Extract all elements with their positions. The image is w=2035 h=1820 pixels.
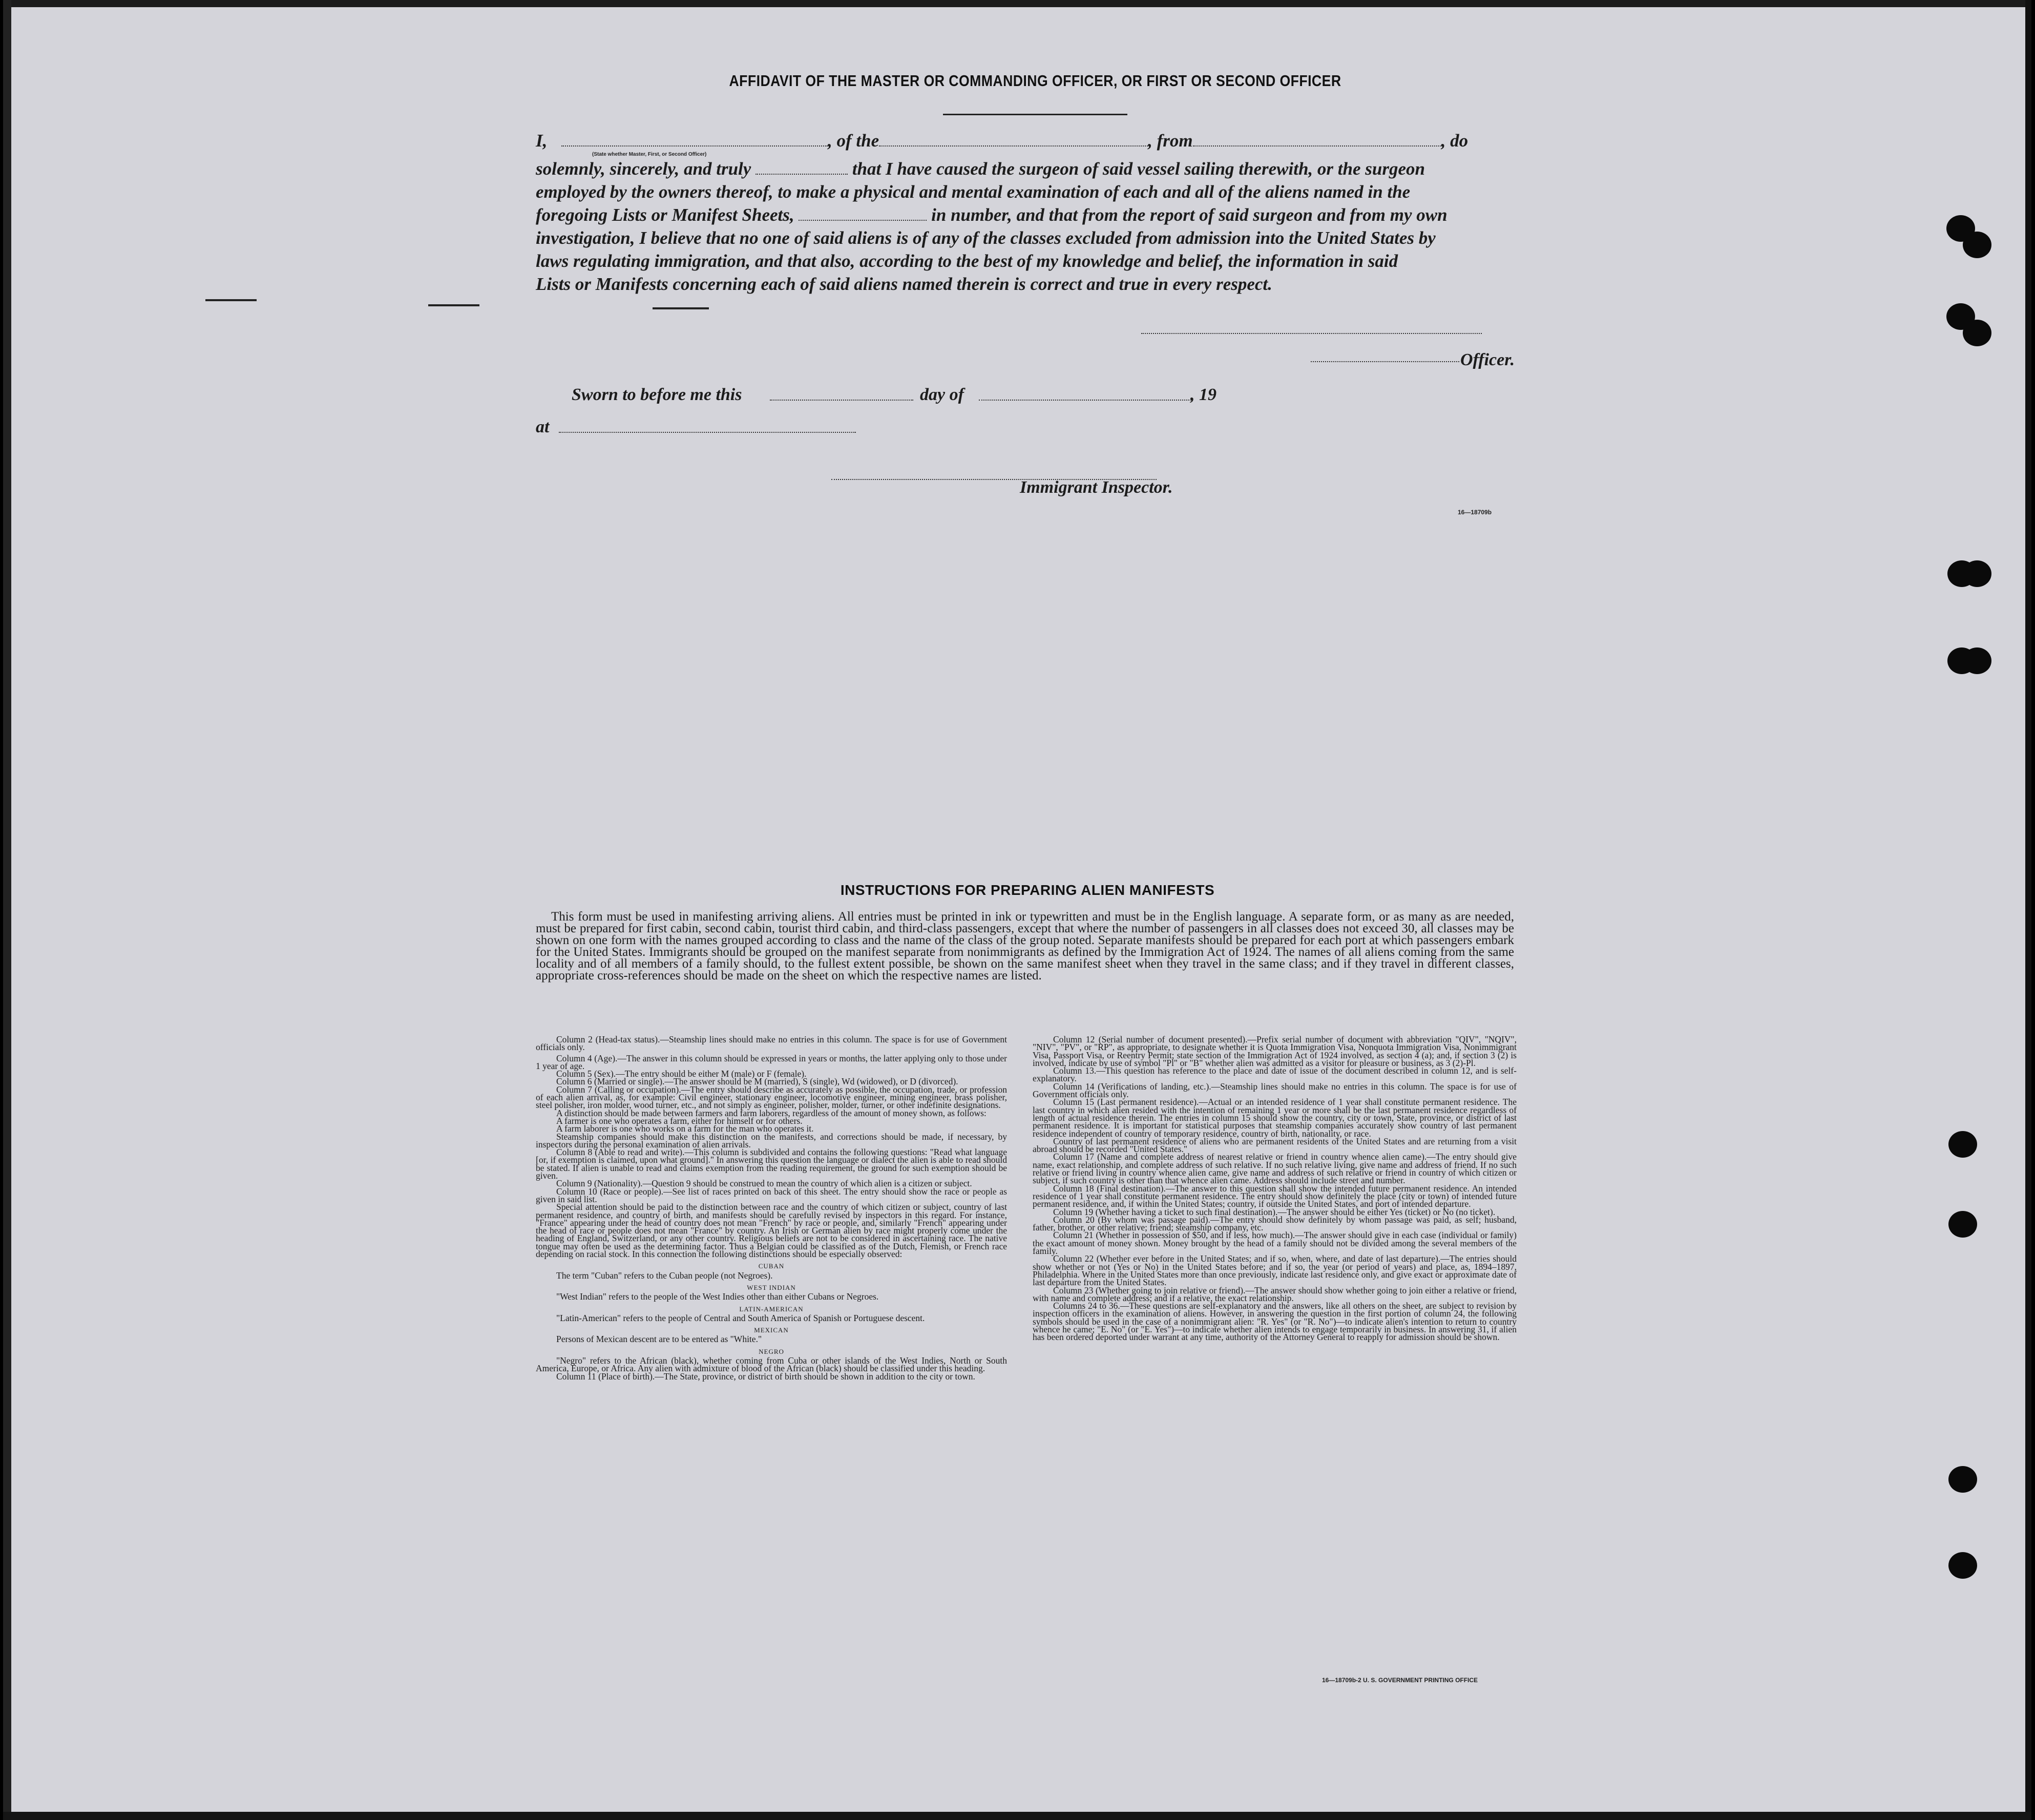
col9-instruction: Column 9 (Nationality).—Question 9 should be construed to mean the country of which alien is a citizen or subject. bbox=[556, 1178, 972, 1189]
cuban-definition: The term "Cuban" refers to the Cuban people (not Negroes). bbox=[556, 1270, 773, 1281]
scan-border-right bbox=[2025, 0, 2031, 1820]
farmer-definition: A farmer is one who operates a farm, either for himself or for others. bbox=[556, 1115, 803, 1126]
footer-imprint: 16—18709b-2 U. S. GOVERNMENT PRINTING OFFICE bbox=[1322, 1677, 1478, 1684]
binder-hole bbox=[1948, 1466, 1977, 1493]
affidavit-line-7: Lists or Manifests concerning each of said aliens named therein is correct and true in every respect. bbox=[536, 274, 1272, 294]
scan-mark bbox=[205, 299, 257, 301]
west-indian-heading: WEST INDIAN bbox=[747, 1283, 796, 1291]
cuban-heading: CUBAN bbox=[758, 1262, 785, 1270]
binder-hole bbox=[1963, 647, 1991, 674]
col24-36-instruction: Columns 24 to 36.—These questions are self-explanatory and the answers, like all others on the sheet, are subject to revision by inspection officers in the examination of aliens. However, in answering the question in the first portion of column 24, the following symbols should be used in the case of a nonimmigrant alien: "R. Yes" (or "R. No")—to indicate alien's intention to return to country whence he came; "E. No" (or "E. Yes")—to indicate whether alien intends to engage temporarily in business. In answering 31, if alien has been ordered deported under warrant at any time, authority of the Attorney General to reapply for admission should be shown. bbox=[1033, 1301, 1517, 1343]
sworn-day-line bbox=[770, 400, 913, 401]
instructions-title: INSTRUCTIONS FOR PREPARING ALIEN MANIFESTS bbox=[840, 882, 1215, 898]
col19-instruction: Column 19 (Whether having a ticket to such final destination).—The answer should be either Yes (ticket) or No (no ticket). bbox=[1053, 1206, 1496, 1217]
col22-instruction: Column 22 (Whether ever before in the United States; and if so, when, where, and date of last departure).—The entries should show whether or not (Yes or No) in the United States before; and if so, the year (or period of years) and place, as, 1894–1897, Philadelphia. Where in the United States more than once previously, indicate last residence only, and give exact or approximate date of last departure from the United States. bbox=[1033, 1253, 1517, 1288]
col20-instruction: Column 20 (By whom was passage paid).—The entry should show definitely by whom passage was paid, as self; husband, father, brother, or other relative; friend; steamship company, etc. bbox=[1033, 1214, 1517, 1233]
officer-title-note: (State whether Master, First, or Second Officer) bbox=[592, 152, 707, 157]
inspector-label: Immigrant Inspector. bbox=[1020, 478, 1173, 497]
col5-instruction: Column 5 (Sex).—The entry should be either M (male) or F (female). bbox=[556, 1069, 807, 1079]
affidavit-line-2-start: solemnly, sincerely, and truly bbox=[536, 159, 751, 179]
instructions-left-column bbox=[536, 1036, 1007, 1380]
negro-heading: NEGRO bbox=[759, 1347, 784, 1355]
farm-laborer-definition: A farm laborer is one who works on a farm for the man who operates it. bbox=[556, 1123, 814, 1134]
scan-mark bbox=[428, 304, 479, 306]
affidavit-of-the: , of the bbox=[828, 131, 879, 151]
scan-border-top bbox=[3, 0, 2031, 7]
col13-instruction: Column 13.—This question has reference to the place and date of issue of the document described in column 12, and is self-explanatory. bbox=[1033, 1065, 1517, 1084]
col21-instruction: Column 21 (Whether in possession of $50, and if less, how much).—The answer should give in each case (individual or family) the exact amount of money shown. Money brought by the head of a family should not be divided among the several members of the family. bbox=[1033, 1230, 1517, 1257]
west-indian-definition: "West Indian" refers to the people of the West Indies other than either Cubans or Negroes. bbox=[556, 1291, 879, 1302]
latin-american-definition: "Latin-American" refers to the people of Central and South America of Spanish or Portuguese descent. bbox=[556, 1312, 925, 1323]
col23-instruction: Column 23 (Whether going to join relative or friend).—The answer should show whether going to join either a relative or friend, with name and complete address; and if a relative, the exact relationship. bbox=[1033, 1285, 1517, 1303]
at-place-line bbox=[559, 432, 856, 433]
col14-instruction: Column 14 (Verifications of landing, etc.).—Steamship lines should make no entries in this column. The space is for use of Government officials only. bbox=[1033, 1081, 1517, 1100]
officer-signature-line bbox=[1141, 333, 1482, 334]
sworn-month-line bbox=[979, 400, 1191, 401]
binder-hole bbox=[1963, 320, 1991, 346]
latin-american-heading: LATIN-AMERICAN bbox=[739, 1305, 804, 1313]
sworn-label: Sworn to before me this bbox=[572, 385, 742, 404]
affidavit-line-4-end: in number, and that from the report of said surgeon and from my own bbox=[931, 205, 1447, 225]
officer-rank-line bbox=[1311, 361, 1459, 362]
col10-instruction: Column 10 (Race or people).—See list of races printed on back of this sheet. The entry should show the race or people as given in said list. bbox=[536, 1186, 1007, 1204]
sheet-count-blank bbox=[799, 205, 927, 221]
affidavit-line-4 bbox=[536, 205, 1519, 225]
steamship-distinction: Steamship companies should make this distinction on the manifests, and corrections should be made, if necessary, by inspectors during the personal examination of alien arrivals. bbox=[536, 1131, 1007, 1149]
negro-definition: "Negro" refers to the African (black), whether coming from Cuba or other islands of the West Indies, North or South America, Europe, or Africa. Any alien with admixture of blood of the African (black) should be classified under this heading. bbox=[536, 1355, 1007, 1374]
scan-mark bbox=[653, 307, 709, 309]
instructions-right-column bbox=[1033, 1036, 1517, 1342]
col12-instruction: Column 12 (Serial number of document presented).—Prefix serial number of document with abbreviation "QIV", "NQIV", "NIV", "PV", or "RP", as appropriate, to designate whether it is Quota Immigration Visa, Nonquota Immigration Visa, Nonimmigrant Visa, Passport Visa, or Reentry Permit; state section of the Immigration Act of 1924 involved, as section 4 (a); and, if section 3 (2) is involved, indicate by use of symbol "Pl" or "B" whether alien was admitted as a visitor for pleasure or business, as 3 (2)-Pl. bbox=[1033, 1034, 1517, 1068]
binder-hole bbox=[1948, 1552, 1977, 1579]
race-attention: Special attention should be paid to the distinction between race and the country of which citizen or subject, country of last permanent residence, and country of birth, and manifests should be carefully revised by inspectors in this regard. For instance, "France" appearing under the head of country does not mean "French" by race or people, and, similarly "French" appearing under the head of race or people does not mean "France" by country. An Irish or German alien by race might properly come under the heading of England, Switzerland, or any other country. Religious beliefs are not to be considered in ascertaining race. The native tongue may often be used as the determining factor. Thus a Belgian could be classified as of the Dutch, Flemish, or French race depending on racial stock. In this connection the following distinctions should be especially observed: bbox=[536, 1202, 1007, 1260]
col4-instruction: Column 4 (Age).—The answer in this column should be expressed in years or months, the latter applying only to those under 1 year of age. bbox=[536, 1053, 1007, 1071]
affidavit-line-1 bbox=[536, 131, 1519, 151]
col18-instruction: Column 18 (Final destination).—The answer to this question shall show the intended future permanent residence. An intended residence of 1 year shall constitute permanent residence. The entry should show definitely the place (city or town) of intended future permanent residence, and, if within the United States; country, if outside the United States, and port of intended departure. bbox=[1033, 1183, 1517, 1209]
form-number: 16—18709b bbox=[1458, 509, 1492, 516]
binder-hole bbox=[1963, 560, 1991, 587]
scan-border-bottom bbox=[3, 1812, 2031, 1820]
us-residence-instruction: Country of last permanent residence of aliens who are permanent residents of the United States and are returning from a visit abroad should be recorded "United States." bbox=[1033, 1136, 1517, 1155]
title-rule bbox=[943, 114, 1127, 115]
affidavit-do: , do bbox=[1441, 131, 1468, 151]
instructions-intro-text: This form must be used in manifesting arriving aliens. All entries must be printed in ink or typewritten and must be in the English language. A separate form, or as many as are needed, must be prepared for first cabin, second cabin, tourist third cabin, and third-class passengers, except that where the number of passengers in all classes does not exceed 30, all classes may be shown on one form with the names grouped according to class and the name of the class of the group noted. Separate manifests should be prepared for each port at which passengers embark for the United States. Immigrants should be grouped on the manifest separate from nonimmigrants as defined by the Immigration Act of 1924. The names of all aliens coming from the same locality and of all members of a family should, to the fullest extent possible, be shown on the same manifest sheet when they travel in the same class; and if they travel in different classes, appropriate cross-references should be made on the sheet on which the respective names are listed. bbox=[536, 910, 1514, 982]
at-label: at bbox=[536, 417, 550, 436]
port-blank bbox=[1193, 131, 1441, 147]
instructions-intro bbox=[536, 911, 1514, 981]
mexican-definition: Persons of Mexican descent are to be entered as "White." bbox=[556, 1334, 762, 1345]
affidavit-line-6: laws regulating immigration, and that also, according to the best of my knowledge and belief, the information in said bbox=[536, 251, 1398, 271]
day-of-label: day of bbox=[920, 385, 964, 404]
col2-instruction: Column 2 (Head-tax status).—Steamship lines should make no entries in this column. The space is for use of Government officials only. bbox=[536, 1034, 1007, 1053]
affidavit-line-2-end: that I have caused the surgeon of said vessel sailing therewith, or the surgeon bbox=[852, 159, 1425, 179]
officer-label: Officer. bbox=[1460, 350, 1515, 369]
year-label: , 19 bbox=[1190, 385, 1216, 404]
affidavit-line-3: employed by the owners thereof, to make a physical and mental examination of each and all of the aliens named in the bbox=[536, 182, 1411, 202]
vessel-blank bbox=[879, 131, 1148, 147]
affidavit-line-4-start: foregoing Lists or Manifest Sheets, bbox=[536, 205, 794, 225]
col6-instruction: Column 6 (Married or single).—The answer should be M (married), S (single), Wd (widowed), or D (divorced). bbox=[556, 1076, 958, 1087]
affidavit-title: AFFIDAVIT OF THE MASTER OR COMMANDING OFFICER, OR FIRST OR SECOND OFFICER bbox=[729, 72, 1341, 90]
farmer-distinction: A distinction should be made between farmers and farm laborers, regardless of the amount of money shown, as follows: bbox=[556, 1107, 987, 1118]
col8-instruction: Column 8 (Able to read and write).—This column is subdivided and contains the following questions: "Read what language [or, if exemption is claimed, upon what ground]." In answering this question the language or dialect the alien is able to read should be stated. If alien is unable to read and claims exemption from the reading requirement, the ground for such exemption should be given. bbox=[536, 1147, 1007, 1181]
col17-instruction: Column 17 (Name and complete address of nearest relative or friend in country whence alien came).—The entry should give name, exact relationship, and complete address of such relative. If no such relative living, give name and address of friend. If no such relative or friend living in country whence alien came, give name and address of such relative or friend in country of which citizen or subject, if such country is other than that whence alien came. Address should include street and number. bbox=[1033, 1152, 1517, 1186]
document-sheet bbox=[3, 0, 2031, 1820]
officer-title-blank bbox=[561, 131, 828, 147]
oath-blank bbox=[756, 159, 848, 175]
affidavit-i: I, bbox=[536, 131, 548, 151]
col11-instruction: Column 11 (Place of birth).—The State, province, or district of birth should be shown in addition to the city or town. bbox=[556, 1371, 975, 1382]
affidavit-line-5: investigation, I believe that no one of said aliens is of any of the classes excluded from admission into the United States by bbox=[536, 228, 1436, 248]
affidavit-line-2 bbox=[536, 159, 1519, 179]
col7-instruction: Column 7 (Calling or occupation).—The entry should describe as accurately as possible, the occupation, trade, or profession of each alien arrival, as, for example: Civil engineer, stationary engineer, locomotive engineer, mining engineer, brass polisher, steel polisher, iron molder, wood turner, etc., and not simply as engineer, polisher, molder, turner, or other indefinite designations. bbox=[536, 1084, 1007, 1111]
binder-hole bbox=[1963, 232, 1991, 258]
binder-hole bbox=[1948, 1211, 1977, 1238]
binder-hole bbox=[1948, 1131, 1977, 1158]
affidavit-from: , from bbox=[1148, 131, 1193, 151]
mexican-heading: MEXICAN bbox=[754, 1326, 789, 1334]
scan-border-left bbox=[3, 0, 11, 1820]
col15-instruction: Column 15 (Last permanent residence).—Actual or an intended residence of 1 year shall constitute permanent residence. The last country in which alien resided with the intention of remaining 1 year or more shall be the last permanent residence regardless of length of actual residence therein. The entries in column 15 should show the country, city or town, State, province, or district of last permanent residence. It is important for statistical purposes that steamship companies accurately show country of last permanent residence independent of country of temporary residence, country of birth, nationality, or race. bbox=[1033, 1097, 1517, 1139]
